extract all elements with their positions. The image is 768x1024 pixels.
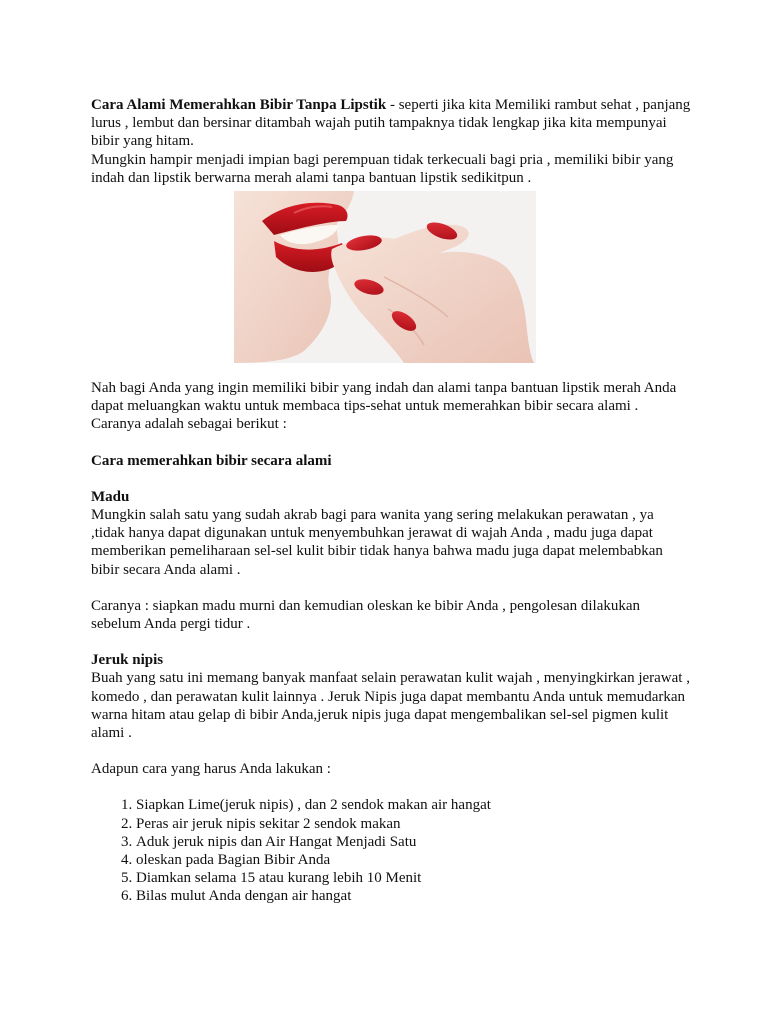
photo-illustration <box>234 191 536 363</box>
list-item: 3. Aduk jeruk nipis dan Air Hangat Menjadi Satu <box>136 833 691 851</box>
document-page <box>91 96 691 906</box>
after-image-paragraph: Nah bagi Anda yang ingin memiliki bibir yang indah dan alami tanpa bantuan lipstik merah Anda dapat meluangkan waktu untuk membaca tips-sehat untuk memerahkan bibir secara alami . Caranya adalah sebagai berikut : <box>91 380 677 433</box>
jeruk-intro-steps: Adapun cara yang harus Anda lakukan : <box>91 761 331 778</box>
article-title: Cara Alami Memerahkan Bibir Tanpa Lipstik <box>91 97 387 113</box>
madu-instructions: Caranya : siapkan madu murni dan kemudian oleskan ke bibir Anda , pengolesan dilakukan sebelum Anda pergi tidur . <box>91 597 641 633</box>
lips-and-red-nails-photo <box>234 191 536 363</box>
jeruk-paragraph: Buah yang satu ini memang banyak manfaat selain perawatan kulit wajah , menyingkirkan jerawat , komedo , dan perawatan kulit lainnya . Jeruk Nipis juga dapat membantu Anda untuk memudarkan warna hitam atau gelap di bibir Anda,jeruk nipis juga dapat mengembalikan sel-sel pigmen kulit alami . <box>91 670 690 742</box>
list-item: 1. Siapkan Lime(jeruk nipis) , dan 2 sendok makan air hangat <box>136 796 691 814</box>
list-item: 6. Bilas mulut Anda dengan air hangat <box>136 887 691 905</box>
steps-list <box>91 796 691 905</box>
list-item: 5. Diamkan selama 15 atau kurang lebih 10 Menit <box>136 869 691 887</box>
madu-heading: Madu <box>91 488 130 505</box>
list-item: 4. oleskan pada Bagian Bibir Anda <box>136 851 691 869</box>
list-item: 2. Peras air jeruk nipis sekitar 2 sendok makan <box>136 815 691 833</box>
jeruk-heading: Jeruk nipis <box>91 652 164 669</box>
intro-paragraph-2: Mungkin hampir menjadi impian bagi perempuan tidak terkecuali bagi pria , memiliki bibir yang indah dan lipstik berwarna merah alami tanpa bantuan lipstik sedikitpun . <box>91 151 674 186</box>
madu-paragraph: Mungkin salah satu yang sudah akrab bagi para wanita yang sering melakukan perawatan , ya ,tidak hanya dapat digunakan untuk menyembuhkan jerawat di wajah Anda , madu juga dapat memberikan pemeliharaan sel-sel kulit bibir tidak hanya bahwa madu juga dapat melembabkan bibir secara Anda alami . <box>91 507 663 578</box>
section-heading: Cara memerahkan bibir secara alami <box>91 452 332 469</box>
intro-paragraph <box>91 96 691 151</box>
intro-text: - seperti jika kita Memiliki rambut sehat , panjang lurus , lembut dan bersinar ditambah wajah putih tampaknya tidak lengkap jika kita mempunyai bibir yang hitam. <box>91 97 691 150</box>
